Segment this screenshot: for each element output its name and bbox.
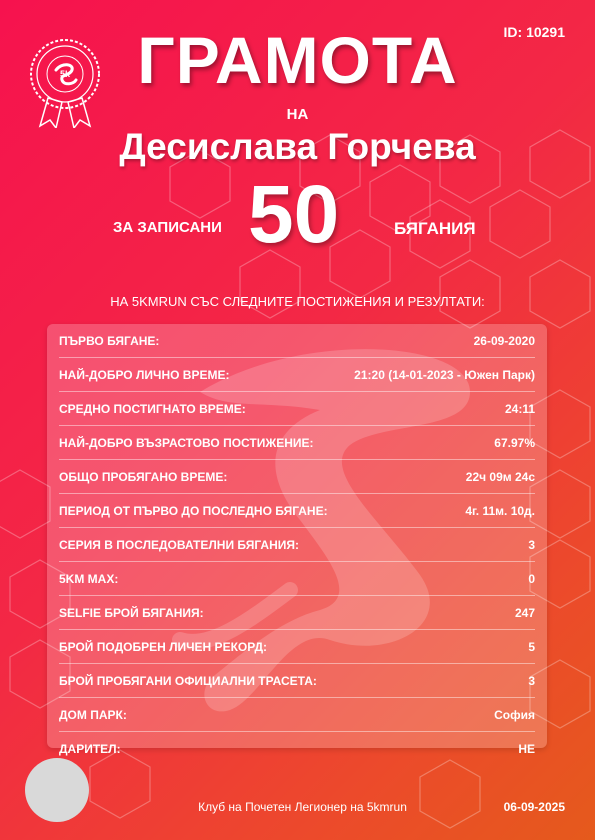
- stat-label: НАЙ-ДОБРО ЛИЧНО ВРЕМЕ:: [59, 367, 230, 382]
- stat-value: 24:11: [504, 401, 535, 416]
- stat-row-age-grade: [59, 426, 535, 460]
- stat-value: 0: [528, 571, 535, 586]
- stat-label: ПЕРИОД ОТ ПЪРВО ДО ПОСЛЕДНО БЯГАНЕ:: [59, 503, 328, 518]
- to-label: НА: [286, 106, 309, 123]
- stat-label: БРОЙ ПОДОБРЕН ЛИЧЕН РЕКОРД:: [59, 639, 268, 654]
- stat-value: 5: [528, 639, 535, 654]
- recipient-name: Десислава Горчева: [119, 126, 476, 167]
- stat-row-period: [59, 494, 535, 528]
- stat-label: 5KM MAX:: [59, 571, 119, 586]
- stat-label: ПЪРВО БЯГАНЕ:: [59, 333, 160, 348]
- recorded-label: ЗА ЗАПИСАНИ: [113, 219, 222, 236]
- stat-row-personal-best: [59, 358, 535, 392]
- stat-label: ОБЩО ПРОБЯГАНО ВРЕМЕ:: [59, 469, 228, 484]
- stat-row-5km-max: [59, 562, 535, 596]
- stat-row-selfie-runs: [59, 596, 535, 630]
- achievements-subtitle: НА 5KMRUN СЪС СЛЕДНИТЕ ПОСТИЖЕНИЯ И РЕЗУЛТАТИ:: [110, 294, 485, 309]
- stat-value: 21:20 (14-01-2023 - Южен Парк): [354, 367, 535, 382]
- stat-row-streak: [59, 528, 535, 562]
- stat-value: 22ч 09м 24с: [465, 469, 535, 484]
- footer-club-text: Клуб на Почетен Легионер на 5kmrun: [198, 800, 407, 814]
- footer-date: 06-09-2025: [503, 800, 565, 814]
- stat-value: София: [494, 707, 535, 722]
- stat-label: SELFIE БРОЙ БЯГАНИЯ:: [59, 605, 204, 620]
- stat-label: ДАРИТЕЛ:: [59, 741, 121, 756]
- svg-text:5k: 5k: [59, 69, 71, 79]
- stat-label: СЕРИЯ В ПОСЛЕДОВАТЕЛНИ БЯГАНИЯ:: [59, 537, 299, 552]
- stat-row-pb-improved: [59, 630, 535, 664]
- stats-table: [47, 324, 547, 756]
- stat-row-home-park: [59, 698, 535, 732]
- runs-label: БЯГАНИЯ: [394, 219, 476, 238]
- stat-row-first-run: [59, 324, 535, 358]
- stat-value: НЕ: [518, 741, 535, 756]
- runs-count: 50: [248, 169, 340, 260]
- certificate-title: ГРАМОТА: [137, 23, 458, 97]
- stat-row-average-time: [59, 392, 535, 426]
- stat-row-official-courses: [59, 664, 535, 698]
- stat-label: СРЕДНО ПОСТИГНАТО ВРЕМЕ:: [59, 401, 246, 416]
- stat-value: 4г. 11м. 10д.: [465, 503, 535, 518]
- certificate-id: ID: 10291: [503, 24, 565, 40]
- stat-row-donor: [59, 732, 535, 765]
- stat-value: 3: [528, 673, 535, 688]
- stat-value: 67.97%: [494, 435, 535, 450]
- stat-value: 26-09-2020: [473, 333, 535, 348]
- stat-value: 3: [528, 537, 535, 552]
- stat-value: 247: [514, 605, 535, 620]
- stat-label: ДОМ ПАРК:: [59, 707, 127, 722]
- stat-row-total-time: [59, 460, 535, 494]
- stat-label: НАЙ-ДОБРО ВЪЗРАСТОВО ПОСТИЖЕНИЕ:: [59, 435, 314, 450]
- stat-label: БРОЙ ПРОБЯГАНИ ОФИЦИАЛНИ ТРАСЕТА:: [59, 673, 317, 688]
